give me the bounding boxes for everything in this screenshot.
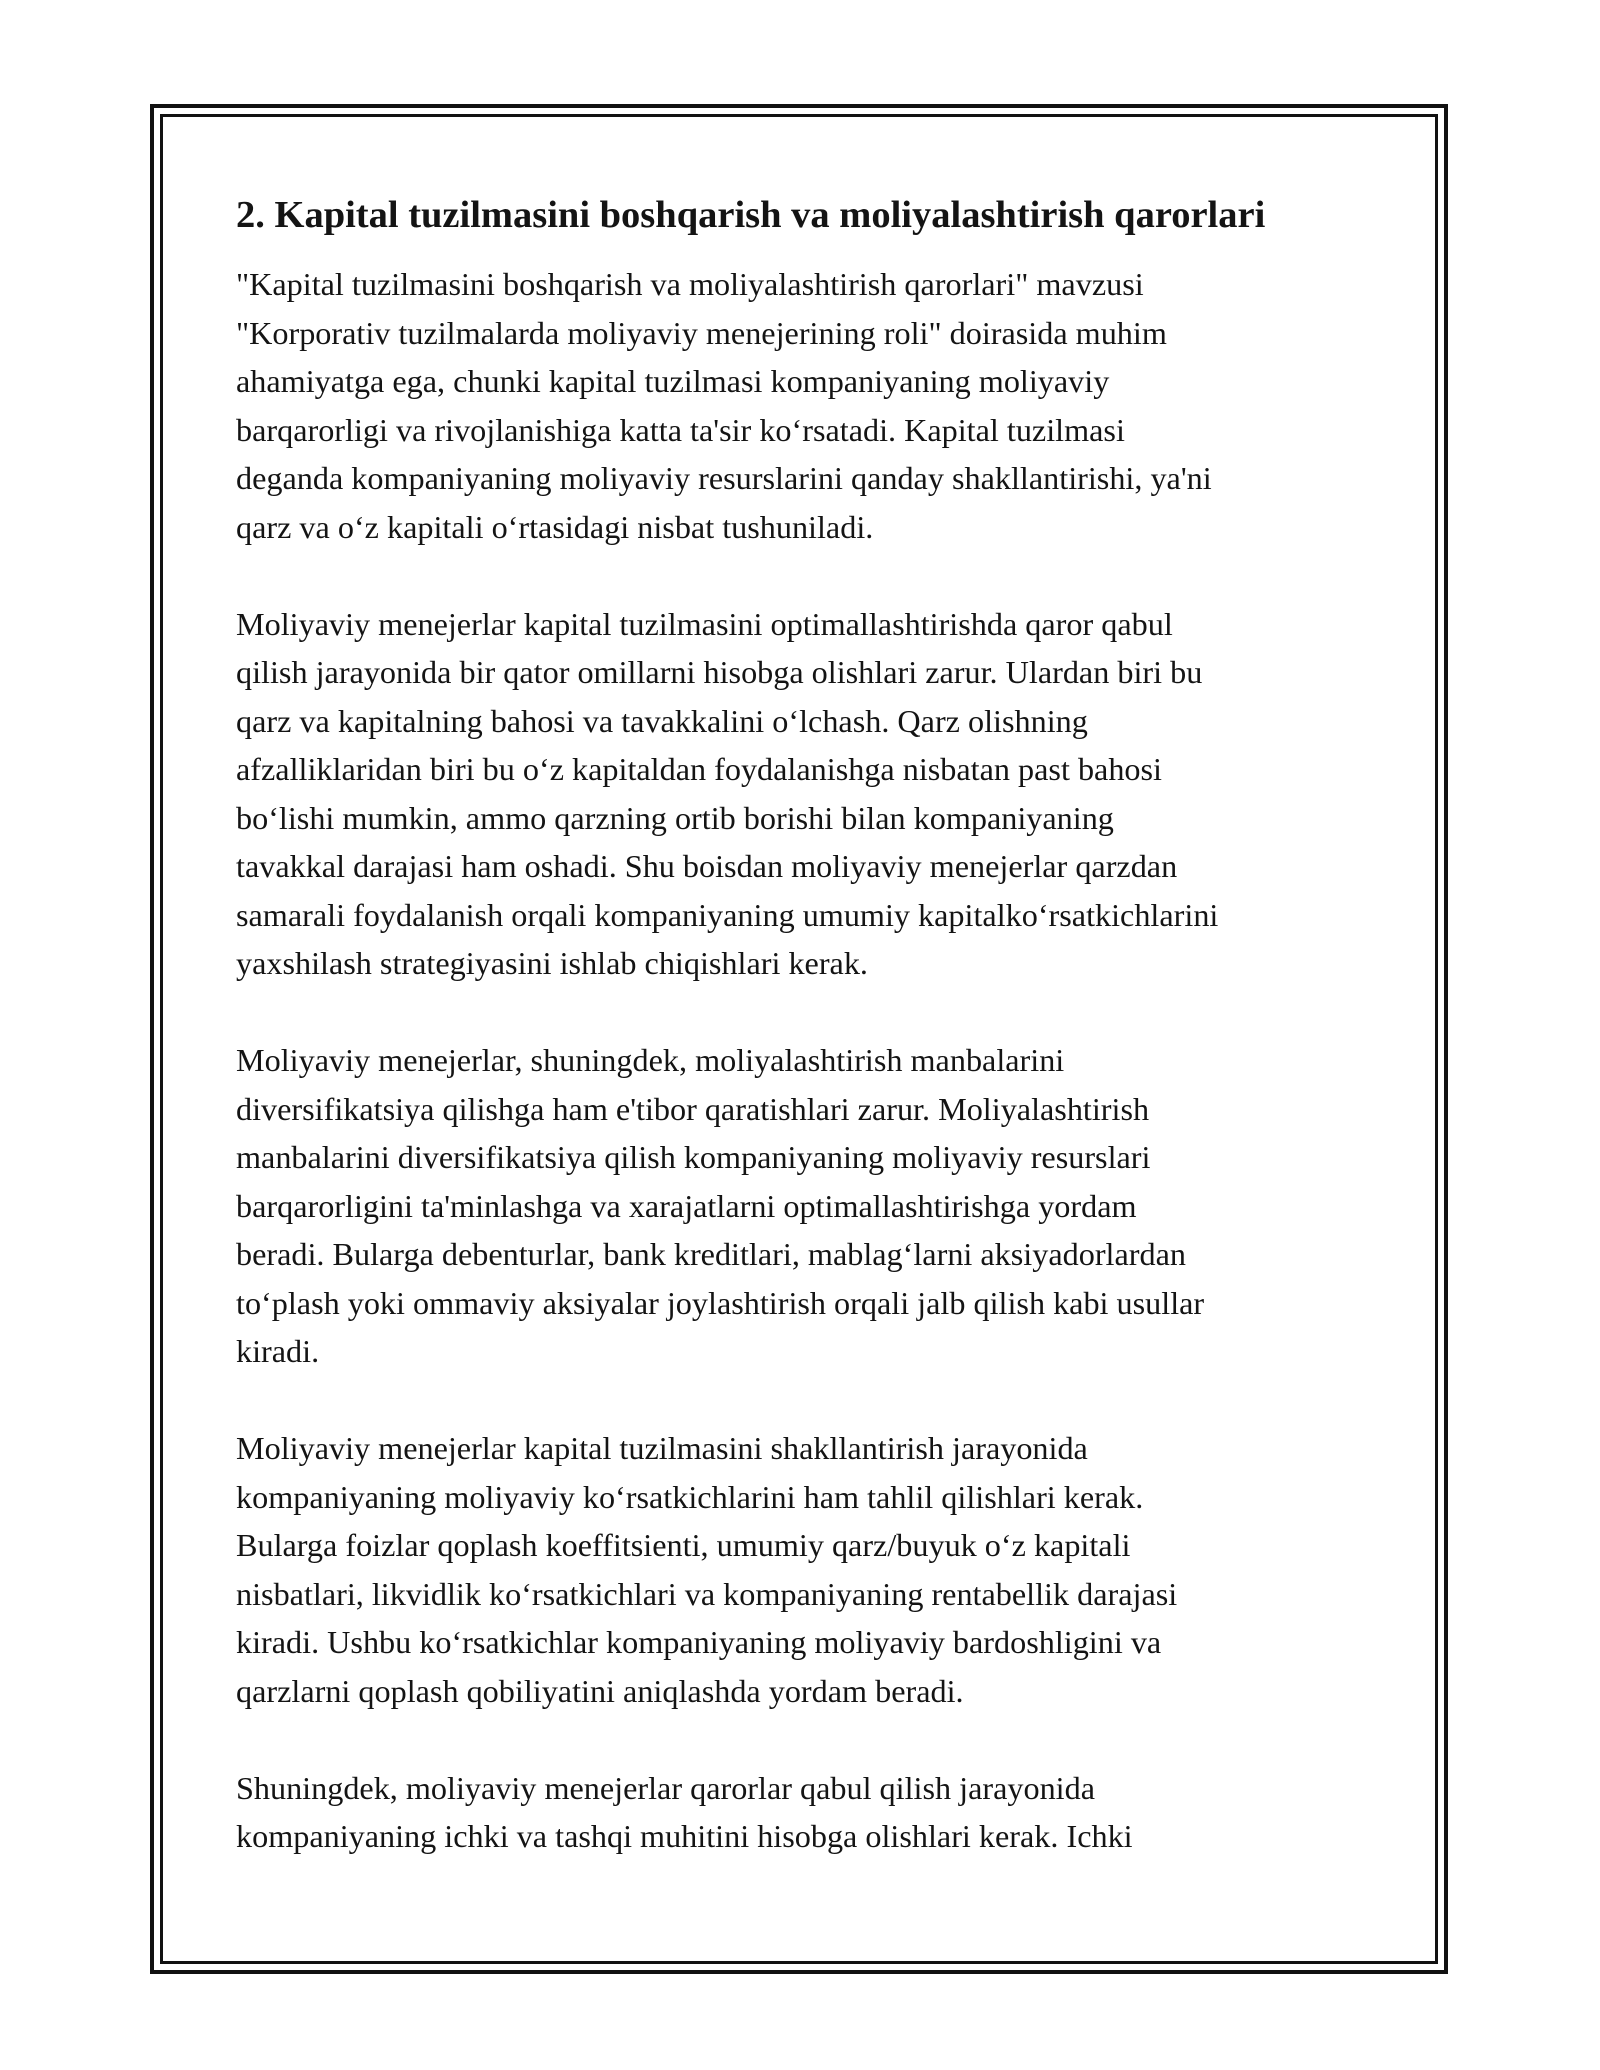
text-line: kompaniyaning moliyaviy koʻrsatkichlarini ham tahlil qilishlari kerak.: [236, 1478, 1144, 1515]
paragraph-4: [236, 1424, 1366, 1715]
text-line: manbalarini diversifikatsiya qilish kompaniyaning moliyaviy resurslari: [236, 1139, 1151, 1175]
text-line: Bularga foizlar qoplash koeffitsienti, umumiy qarz/buyuk oʻz kapitali: [236, 1527, 1131, 1563]
text-line: qilish jarayonida bir qator omillarni hisobga olishlari zarur. Ulardan biri bu: [236, 654, 1203, 690]
text-line: barqarorligini ta'minlashga va xarajatlarni optimallashtirishga yordam: [236, 1187, 1137, 1224]
text-line: Moliyaviy menejerlar kapital tuzilmasini shakllantirish jarayonida: [236, 1430, 1088, 1466]
text-line: qarzlarni qoplash qobiliyatini aniqlashda yordam beradi.: [236, 1672, 964, 1709]
section-heading: 2. Kapital tuzilmasini boshqarish va moliyalashtirish qarorlari: [236, 194, 1266, 236]
text-line: yaxshilash strategiyasini ishlab chiqishlari kerak.: [236, 945, 868, 981]
text-line: samarali foydalanish orqali kompaniyaning umumiy kapitalkoʻrsatkichlarini: [236, 896, 1219, 933]
text-line: "Kapital tuzilmasini boshqarish va moliyalashtirish qarorlari" mavzusi: [236, 266, 1144, 302]
text-line: tavakkal darajasi ham oshadi. Shu boisdan moliyaviy menejerlar qarzdan: [236, 848, 1178, 884]
text-line: qarz va oʻz kapitali oʻrtasidagi nisbat tushuniladi.: [236, 508, 874, 545]
document-body: [236, 188, 1366, 1909]
text-line: ahamiyatga ega, chunki kapital tuzilmasi kompaniyaning moliyaviy: [236, 363, 1110, 399]
paragraph-5: [236, 1764, 1366, 1861]
text-line: Moliyaviy menejerlar kapital tuzilmasini optimallashtirishda qaror qabul: [236, 605, 1173, 642]
text-line: Shuningdek, moliyaviy menejerlar qarorlar qabul qilish jarayonida: [236, 1769, 1095, 1806]
text-line: deganda kompaniyaning moliyaviy resurslarini qanday shakllantirishi, ya'ni: [236, 460, 1212, 496]
paragraph-2: [236, 600, 1366, 988]
text-line: qarz va kapitalning bahosi va tavakkalini oʻlchash. Qarz olishning: [236, 702, 1088, 739]
text-line: diversifikatsiya qilishga ham e'tibor qaratishlari zarur. Moliyalashtirish: [236, 1090, 1150, 1127]
text-line: beradi. Bularga debenturlar, bank kreditlari, mablagʻlarni aksiyadorlardan: [236, 1236, 1186, 1272]
text-line: kiradi. Ushbu koʻrsatkichlar kompaniyaning moliyaviy bardoshligini va: [236, 1624, 1162, 1660]
text-line: kiradi.: [236, 1333, 320, 1369]
text-line: "Korporativ tuzilmalarda moliyaviy menejerining roli" doirasida muhim: [236, 314, 1167, 351]
text-line: kompaniyaning ichki va tashqi muhitini hisobga olishlari kerak. Ichki: [236, 1818, 1133, 1854]
text-line: toʻplash yoki ommaviy aksiyalar joylashtirish orqali jalb qilish kabi usullar: [236, 1284, 1205, 1321]
text-line: afzalliklaridan biri bu oʻz kapitaldan foydalanishga nisbatan past bahosi: [236, 751, 1162, 787]
text-line: Moliyaviy menejerlar, shuningdek, moliyalashtirish manbalarini: [236, 1042, 1065, 1078]
text-line: nisbatlari, likvidlik koʻrsatkichlari va kompaniyaning rentabellik darajasi: [236, 1575, 1178, 1612]
paragraph-3: [236, 1036, 1366, 1376]
text-line: boʻlishi mumkin, ammo qarzning ortib borishi bilan kompaniyaning: [236, 799, 1114, 836]
paragraph-1: [236, 260, 1366, 551]
text-line: barqarorligi va rivojlanishiga katta ta'sir koʻrsatadi. Kapital tuzilmasi: [236, 411, 1125, 448]
